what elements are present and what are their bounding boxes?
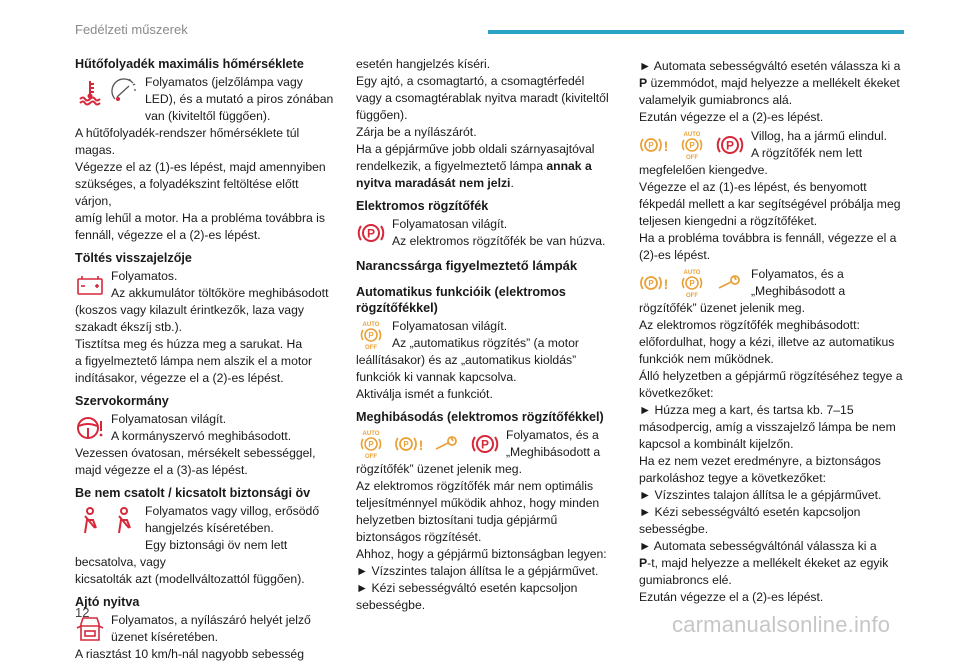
text-line: Folyamatos (jelzőlámpa vagy bbox=[145, 75, 303, 89]
temperature-gauge-icon bbox=[109, 77, 139, 107]
seat-belt-rear-icon bbox=[109, 506, 139, 536]
text-line: a figyelmeztető lámpa nem alszik el a motor bbox=[75, 354, 313, 368]
text-line: Aktiválja ismét a funkciót. bbox=[356, 387, 493, 401]
svg-text:P: P bbox=[366, 226, 376, 241]
text-line: valamelyik gumiabroncs alá. bbox=[639, 93, 793, 107]
parking-brake-icon bbox=[356, 218, 386, 248]
text-line: ► Automata sebességváltónál válassza ki a bbox=[639, 539, 877, 553]
text-line: ► Vízszintes talajon állítsa le a gépjárművet. bbox=[356, 564, 599, 578]
icon-group bbox=[356, 318, 386, 352]
text-line: Tisztítsa meg és húzza meg a sarukat. Ha bbox=[75, 337, 303, 351]
section-title: Töltés visszajelzője bbox=[75, 251, 192, 265]
text-line: Az elektromos rögzítőfék be van húzva. bbox=[392, 234, 606, 248]
svg-text:AUTO: AUTO bbox=[683, 270, 701, 276]
text-line: nyitva maradását nem jelzi. bbox=[356, 176, 514, 190]
text-line: üzenet kíséretében. bbox=[111, 630, 219, 644]
text-line: rendelkezik, a figyelmeztető lámpa annak a bbox=[356, 159, 592, 173]
text-line: Álló helyzetben a gépjármű rögzítéséhez tegye a bbox=[639, 369, 903, 383]
column-2 bbox=[356, 56, 621, 620]
svg-text:!: ! bbox=[663, 138, 669, 154]
watermark: carmanualsonline.info bbox=[672, 612, 891, 637]
text-line: „Meghibásodott a bbox=[751, 284, 846, 298]
section-title: Narancssárga figyelmeztető lámpák bbox=[356, 258, 578, 273]
text-line: biztonságos rögzítését. bbox=[356, 530, 482, 544]
section-automatic-functions bbox=[356, 284, 621, 403]
text-line: Egy ajtó, a csomagtartó, a csomagtérfedél bbox=[356, 74, 585, 88]
icon-block-1 bbox=[639, 128, 905, 162]
text-line: teljesítménnyel működik ahhoz, hogy minden bbox=[356, 496, 600, 510]
text-line: rögzítőfék” üzenet jelenik meg. bbox=[639, 301, 805, 315]
text-line: Ahhoz, hogy a gépjármű biztonságban legyen: bbox=[356, 547, 607, 561]
text-line: kicsatolták azt (modellváltozattól függően). bbox=[75, 572, 305, 586]
column-1 bbox=[75, 56, 337, 669]
text-line: Ezután végezze el a (2)-es lépést. bbox=[639, 590, 824, 604]
text-line: teljesen kiengedni a rögzítőféket. bbox=[639, 214, 818, 228]
svg-text:P: P bbox=[368, 331, 374, 340]
text-line: másodpercig, amíg a visszajelző lámpa be nem bbox=[639, 420, 896, 434]
text-line: ► Kézi sebességváltó esetén kapcsoljon bbox=[356, 581, 578, 595]
text-line: funkciók ki vannak kapcsolva. bbox=[356, 370, 517, 384]
section-charging bbox=[75, 250, 337, 387]
text-line: Az akkumulátor töltőköre meghibásodott bbox=[111, 286, 329, 300]
svg-text:P: P bbox=[480, 437, 490, 452]
text-line: Ha a gépjárműve jobb oldali szárnyasajtóval bbox=[356, 142, 595, 156]
text-line: (koszos vagy kilazult érintkezők, laza vagy bbox=[75, 303, 304, 317]
icon-group bbox=[356, 216, 386, 250]
icon-group bbox=[356, 427, 500, 461]
text-line: Folyamatos vagy villog, erősödő bbox=[145, 504, 320, 518]
svg-text:AUTO: AUTO bbox=[362, 431, 380, 437]
section-title: Hűtőfolyadék maximális hőmérséklete bbox=[75, 57, 304, 71]
brake-fault-icon bbox=[394, 429, 424, 459]
text-line: sebességbe. bbox=[356, 598, 426, 612]
steering-wheel-warning-icon bbox=[75, 413, 105, 443]
text-line: van (kiviteltől függően). bbox=[145, 109, 271, 123]
text-line: Ezután végezze el a (2)-es lépést. bbox=[639, 110, 824, 124]
svg-text:!: ! bbox=[663, 276, 669, 292]
section-title: Elektromos rögzítőfék bbox=[356, 199, 489, 213]
svg-text:OFF: OFF bbox=[365, 454, 377, 459]
auto-off-parking-brake-icon bbox=[677, 268, 707, 298]
svg-text:!: ! bbox=[418, 437, 424, 453]
svg-text:P: P bbox=[689, 141, 695, 150]
page-number: 12 bbox=[75, 605, 90, 620]
text-line: Az elektromos rögzítőfék meghibásodott: bbox=[639, 318, 860, 332]
auto-off-parking-brake-icon bbox=[356, 320, 386, 350]
text-line: Az „automatikus rögzítés” (a motor bbox=[392, 336, 579, 350]
brake-fault-icon bbox=[639, 268, 669, 298]
text-line: ► Automata sebességváltó esetén válassza ki a bbox=[639, 59, 901, 73]
text-line: ► Kézi sebességváltó esetén kapcsoljon bbox=[639, 505, 861, 519]
text-line: hangjelzés kíséretében. bbox=[145, 521, 274, 535]
text-line: Folyamatos. bbox=[111, 269, 178, 283]
text-line: A hűtőfolyadék-rendszer hőmérséklete túl bbox=[75, 126, 300, 140]
text-line: indításakor, végezze el a (2)-es lépést. bbox=[75, 371, 284, 385]
page-header-title: Fedélzeti műszerek bbox=[75, 22, 188, 37]
text-line: A rögzítőfék nem lett bbox=[751, 146, 863, 160]
section-parking-brake-malfunction bbox=[356, 409, 621, 614]
text-line: Végezze el az (1)-es lépést, és benyomott bbox=[639, 180, 867, 194]
section-title: Szervokormány bbox=[75, 394, 169, 408]
text-line: sebességbe. bbox=[639, 522, 709, 536]
text-line: függően). bbox=[356, 108, 408, 122]
section-electric-parking-brake bbox=[356, 198, 621, 250]
text-line: Egy biztonsági öv nem lett becsatolva, vagy bbox=[75, 538, 288, 569]
auto-off-parking-brake-icon bbox=[677, 130, 707, 160]
text-line: gumiabroncs elé. bbox=[639, 573, 732, 587]
section-title: Automatikus funkcióik (elektromos rögzítőfékkel) bbox=[356, 285, 566, 315]
header-accent-bar bbox=[488, 30, 904, 34]
text-line: Folyamatos, és a bbox=[751, 267, 844, 281]
section-power-steering bbox=[75, 393, 337, 479]
svg-text:P: P bbox=[725, 138, 735, 153]
text-line: A riasztást 10 km/h-nál nagyobb sebesség bbox=[75, 647, 304, 661]
text-line: magas. bbox=[75, 143, 115, 157]
parking-brake-icon bbox=[470, 429, 500, 459]
icon-group bbox=[75, 503, 139, 539]
section-title: Meghibásodás (elektromos rögzítőfékkel) bbox=[356, 410, 604, 424]
text-line: ► Vízszintes talajon állítsa le a gépjárművet. bbox=[639, 488, 882, 502]
text-line: Az elektromos rögzítőfék már nem optimális bbox=[356, 479, 594, 493]
text-line: A kormányszervó meghibásodott. bbox=[111, 429, 292, 443]
wrench-icon bbox=[432, 429, 462, 459]
text-line: következőket: bbox=[639, 386, 714, 400]
text-line: rögzítőfék” üzenet jelenik meg. bbox=[356, 462, 522, 476]
svg-text:P: P bbox=[648, 279, 654, 288]
text-line: helyzetben biztosítani tudja gépjármű bbox=[356, 513, 558, 527]
text-line: Zárja be a nyílászárót. bbox=[356, 125, 477, 139]
text-line: Vezessen óvatosan, mérsékelt sebességgel, bbox=[75, 446, 316, 460]
svg-text:P: P bbox=[368, 440, 374, 449]
text-line: majd végezze el a (3)-as lépést. bbox=[75, 463, 248, 477]
svg-text:OFF: OFF bbox=[686, 155, 698, 160]
section-door-open-continued bbox=[356, 56, 621, 192]
text-line: szakadt ékszíj stb.). bbox=[75, 320, 183, 334]
text-line: Ha ez nem vezet eredményre, a biztonságos bbox=[639, 454, 881, 468]
svg-text:P: P bbox=[689, 279, 695, 288]
text-line: Folyamatos, a nyílászáró helyét jelző bbox=[111, 613, 311, 627]
text-line: Folyamatos, és a bbox=[506, 428, 599, 442]
icon-group bbox=[75, 411, 105, 445]
text-line: leállításakor) és az „automatikus kioldás” bbox=[356, 353, 577, 367]
svg-text:OFF: OFF bbox=[365, 345, 377, 350]
text-line: „Meghibásodott a bbox=[506, 445, 601, 459]
text-line: Villog, ha a jármű elindul. bbox=[751, 129, 887, 143]
svg-text:P: P bbox=[648, 141, 654, 150]
text-line: P üzemmódot, majd helyezze a mellékelt ékeket bbox=[639, 76, 900, 90]
svg-text:OFF: OFF bbox=[686, 293, 698, 298]
text-line: ► Húzza meg a kart, és tartsa kb. 7–15 bbox=[639, 403, 854, 417]
text-line: szükséges, a folyadékszint feltöltése előtt várjon, bbox=[75, 177, 299, 208]
icon-group bbox=[639, 266, 745, 300]
text-line: fennáll, végezze el a (2)-es lépést. bbox=[75, 228, 261, 242]
text-line: LED), és a mutató a piros zónában bbox=[145, 92, 334, 106]
auto-off-parking-brake-icon bbox=[356, 429, 386, 459]
brake-fault-icon bbox=[639, 130, 669, 160]
section-title: Ajtó nyitva bbox=[75, 595, 140, 609]
icon-group bbox=[75, 74, 139, 110]
parking-brake-icon bbox=[715, 130, 745, 160]
section-title: Be nem csatolt / kicsatolt biztonsági öv bbox=[75, 486, 311, 500]
text-line: funkciók nem működnek. bbox=[639, 352, 774, 366]
text-line: Végezze el az (1)-es lépést, majd amennyiben bbox=[75, 160, 326, 174]
column-3 bbox=[639, 58, 905, 606]
text-line: Folyamatosan világít. bbox=[392, 319, 508, 333]
text-line: vagy a csomagtérablak nyitva maradt (kiviteltől bbox=[356, 91, 609, 105]
text-line: megfelelően kiengedve. bbox=[639, 163, 768, 177]
text-line: (2)-es lépést. bbox=[639, 248, 711, 262]
text-line: fékpedál mellett a kar segítségével próbálja meg bbox=[639, 197, 901, 211]
icon-group bbox=[75, 268, 105, 302]
text-line: Folyamatosan világít. bbox=[392, 217, 508, 231]
icon-group bbox=[639, 128, 745, 162]
text-line: Ha a probléma továbbra is fennáll, végezze el a bbox=[639, 231, 897, 245]
battery-icon bbox=[75, 270, 105, 300]
text-line: parkoláshoz tegye a következőket: bbox=[639, 471, 826, 485]
section-coolant-temperature bbox=[75, 56, 337, 244]
svg-text:AUTO: AUTO bbox=[362, 322, 380, 328]
svg-text:AUTO: AUTO bbox=[683, 132, 701, 138]
text-line: esetén hangjelzés kíséri. bbox=[356, 57, 491, 71]
text-line: P-t, majd helyezze a mellékelt ékeket az egyik bbox=[639, 556, 889, 570]
section-orange-lamps bbox=[356, 258, 621, 274]
section-door-open bbox=[75, 594, 337, 663]
text-line: előfordulhat, hogy a kézi, illetve az automatikus bbox=[639, 335, 895, 349]
text-line: Folyamatosan világít. bbox=[111, 412, 227, 426]
seat-belt-icon bbox=[75, 506, 105, 536]
text-line: amíg lehűl a motor. Ha a probléma továbbra is bbox=[75, 211, 325, 225]
text-line: kapcsol a kombinált kijelzőn. bbox=[639, 437, 794, 451]
coolant-temperature-icon bbox=[75, 77, 105, 107]
wrench-icon bbox=[715, 268, 745, 298]
icon-block-2 bbox=[639, 266, 905, 300]
svg-text:P: P bbox=[403, 440, 409, 449]
section-seat-belt bbox=[75, 485, 337, 588]
